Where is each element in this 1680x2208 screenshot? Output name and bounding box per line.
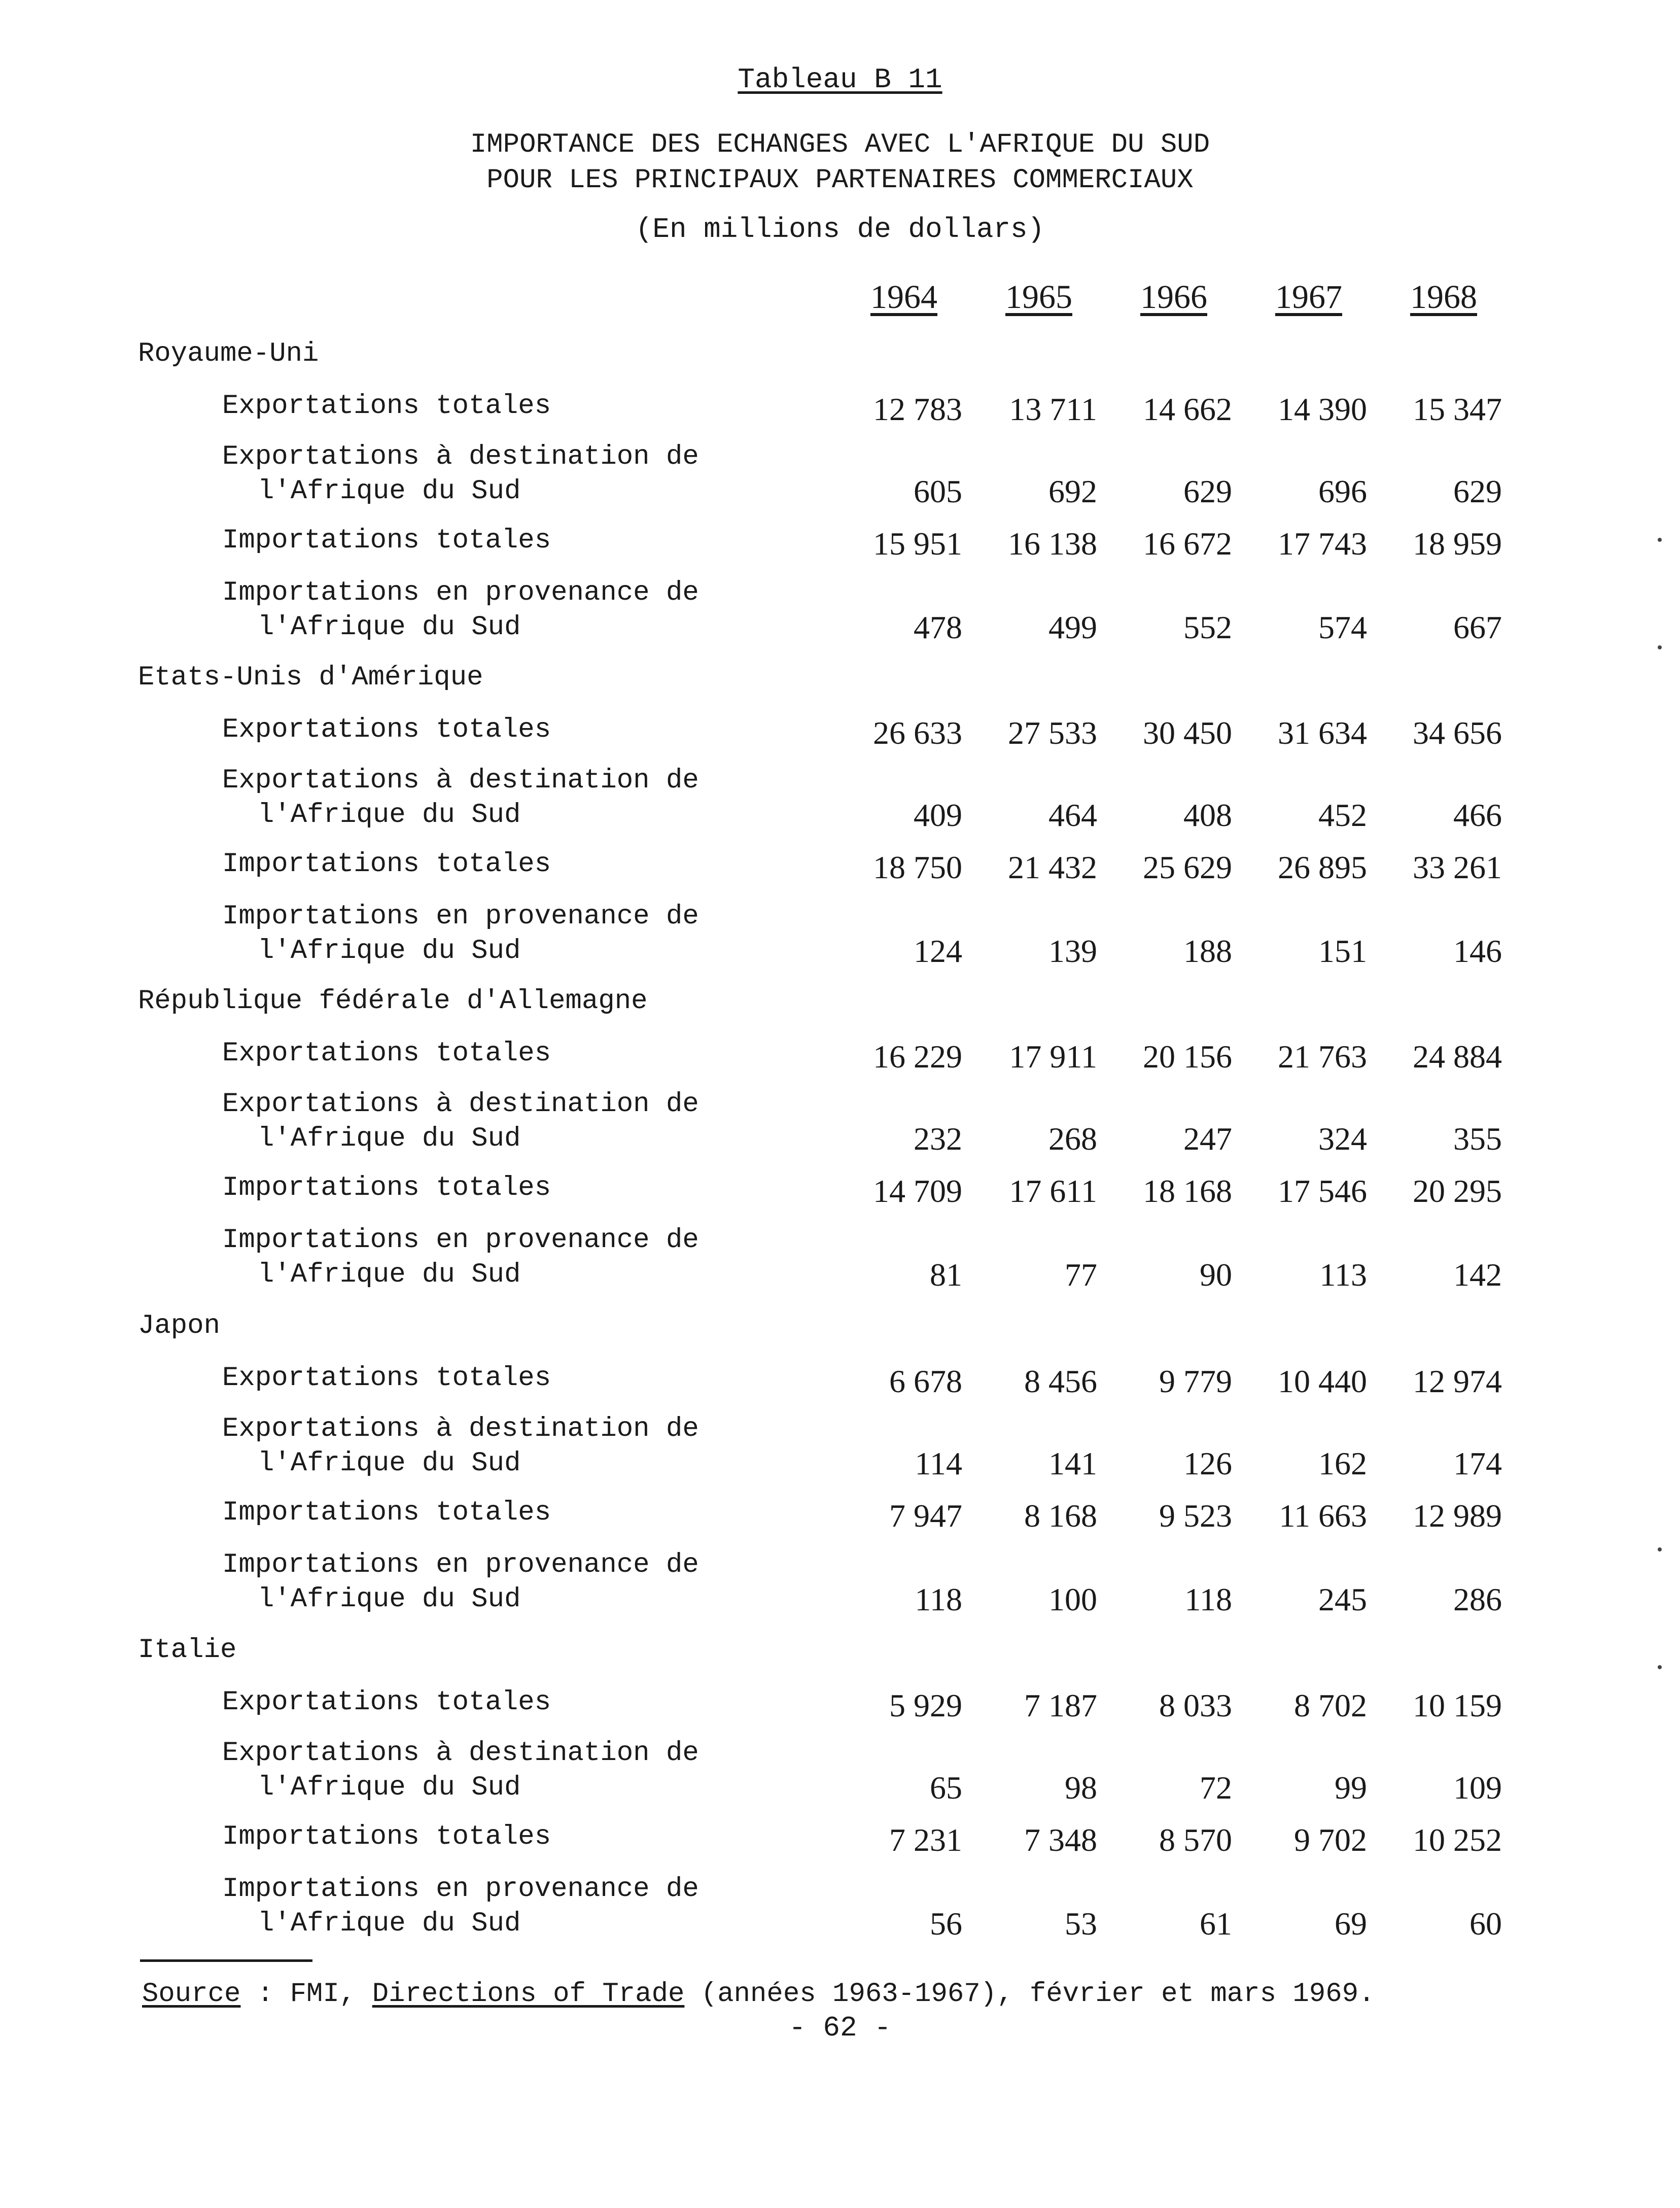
row-label bbox=[222, 900, 699, 969]
table-cell: 16 229 bbox=[873, 1039, 962, 1075]
row-label-line: Exportations à destination de bbox=[222, 1413, 699, 1444]
table-cell: 139 bbox=[1048, 933, 1097, 969]
table-cell: 18 168 bbox=[1143, 1173, 1232, 1209]
table-cell: 26 895 bbox=[1278, 849, 1367, 885]
table-cell: 188 bbox=[1183, 933, 1232, 969]
table-cell: 17 911 bbox=[1009, 1039, 1097, 1075]
table-cell: 9 779 bbox=[1159, 1363, 1232, 1399]
table-cell: 69 bbox=[1335, 1906, 1367, 1942]
table-cell: 31 634 bbox=[1278, 715, 1367, 751]
row-label bbox=[222, 1496, 551, 1530]
row-label bbox=[222, 1223, 699, 1292]
source-note bbox=[142, 1979, 1375, 2010]
table-cell: 452 bbox=[1318, 797, 1367, 833]
title-line-2: POUR LES PRINCIPAUX PARTENAIRES COMMERCIAUX bbox=[486, 165, 1194, 196]
table-cell: 324 bbox=[1318, 1121, 1367, 1157]
table-cell: 355 bbox=[1453, 1121, 1502, 1157]
row-label bbox=[222, 524, 551, 558]
table-cell: 466 bbox=[1453, 797, 1502, 833]
country-name: Etats-Unis d'Amérique bbox=[138, 662, 483, 693]
row-label bbox=[222, 1736, 699, 1805]
table-cell: 7 231 bbox=[889, 1822, 962, 1858]
table-cell: 478 bbox=[914, 609, 962, 645]
row-label bbox=[222, 440, 699, 509]
table-cell: 8 168 bbox=[1024, 1498, 1097, 1534]
table-cell: 124 bbox=[914, 933, 962, 969]
table-cell: 268 bbox=[1048, 1121, 1097, 1157]
row-label-line: l'Afrique du Sud bbox=[258, 1448, 521, 1479]
row-label bbox=[222, 389, 551, 424]
row-label bbox=[222, 1171, 551, 1205]
table-cell: 9 523 bbox=[1159, 1498, 1232, 1534]
table-cell: 33 261 bbox=[1413, 849, 1502, 885]
row-label-line: Exportations totales bbox=[222, 714, 551, 745]
year-header: 1964 bbox=[870, 279, 937, 316]
table-cell: 20 295 bbox=[1413, 1173, 1502, 1209]
table-cell: 60 bbox=[1469, 1906, 1502, 1942]
table-cell: 27 533 bbox=[1008, 715, 1097, 751]
row-label-line: l'Afrique du Sud bbox=[258, 612, 521, 643]
row-label-line: l'Afrique du Sud bbox=[258, 1123, 521, 1154]
table-cell: 286 bbox=[1453, 1581, 1502, 1617]
table-cell: 90 bbox=[1200, 1257, 1232, 1293]
table-cell: 21 763 bbox=[1278, 1039, 1367, 1075]
title-line-1: IMPORTANCE DES ECHANGES AVEC L'AFRIQUE DU SUD bbox=[470, 129, 1210, 160]
source-label: Source bbox=[142, 1979, 241, 2010]
source-separator: : FMI, bbox=[240, 1979, 372, 2010]
table-cell: 17 611 bbox=[1009, 1173, 1097, 1209]
row-label-line: Importations en provenance de bbox=[222, 1225, 699, 1256]
row-label-line: l'Afrique du Sud bbox=[258, 476, 521, 507]
row-label-line: Importations en provenance de bbox=[222, 577, 699, 608]
scan-speck bbox=[1658, 1547, 1662, 1551]
table-cell: 16 672 bbox=[1143, 526, 1232, 562]
row-label bbox=[222, 1361, 551, 1396]
table-cell: 10 159 bbox=[1413, 1687, 1502, 1723]
source-details: (années 1963-1967), février et mars 1969. bbox=[684, 1979, 1375, 2010]
row-label-line: l'Afrique du Sud bbox=[258, 1259, 521, 1290]
table-cell: 113 bbox=[1319, 1257, 1367, 1293]
scan-speck bbox=[1658, 645, 1662, 649]
row-label-line: l'Afrique du Sud bbox=[258, 1584, 521, 1615]
table-cell: 141 bbox=[1048, 1445, 1097, 1481]
table-cell: 10 252 bbox=[1413, 1822, 1502, 1858]
year-header: 1965 bbox=[1005, 279, 1072, 316]
table-cell: 109 bbox=[1453, 1770, 1502, 1806]
table-cell: 18 959 bbox=[1413, 526, 1502, 562]
year-header: 1966 bbox=[1140, 279, 1207, 316]
table-cell: 162 bbox=[1318, 1445, 1367, 1481]
row-label-line: Importations en provenance de bbox=[222, 1874, 699, 1905]
table-cell: 7 187 bbox=[1024, 1687, 1097, 1723]
unit-subtitle: (En millions de dollars) bbox=[635, 213, 1045, 246]
table-cell: 696 bbox=[1318, 473, 1367, 509]
row-label-line: Importations totales bbox=[222, 1821, 551, 1852]
source-title: Directions of Trade bbox=[372, 1979, 685, 2010]
country-name: Japon bbox=[138, 1310, 221, 1341]
row-label-line: Exportations à destination de bbox=[222, 1738, 699, 1769]
table-cell: 142 bbox=[1453, 1257, 1502, 1293]
table-cell: 12 974 bbox=[1413, 1363, 1502, 1399]
row-label-line: Exportations totales bbox=[222, 1363, 551, 1394]
table-cell: 605 bbox=[914, 473, 962, 509]
table-cell: 118 bbox=[1184, 1581, 1232, 1617]
table-cell: 14 390 bbox=[1278, 391, 1367, 427]
table-cell: 8 702 bbox=[1294, 1687, 1367, 1723]
table-cell: 629 bbox=[1453, 473, 1502, 509]
table-cell: 14 662 bbox=[1143, 391, 1232, 427]
row-label bbox=[222, 1037, 551, 1071]
table-cell: 151 bbox=[1318, 933, 1367, 969]
table-cell: 11 663 bbox=[1279, 1498, 1367, 1534]
table-cell: 499 bbox=[1048, 609, 1097, 645]
row-label-line: l'Afrique du Sud bbox=[258, 800, 521, 831]
country-name: Italie bbox=[138, 1635, 237, 1666]
table-cell: 13 711 bbox=[1009, 391, 1097, 427]
table-cell: 232 bbox=[914, 1121, 962, 1157]
table-cell: 30 450 bbox=[1143, 715, 1232, 751]
table-cell: 61 bbox=[1200, 1906, 1232, 1942]
row-label-line: l'Afrique du Sud bbox=[258, 1772, 521, 1803]
table-cell: 17 546 bbox=[1278, 1173, 1367, 1209]
table-cell: 56 bbox=[930, 1906, 962, 1942]
table-cell: 692 bbox=[1048, 473, 1097, 509]
table-cell: 16 138 bbox=[1008, 526, 1097, 562]
row-label bbox=[222, 1412, 699, 1481]
table-cell: 72 bbox=[1200, 1770, 1232, 1806]
table-cell: 247 bbox=[1183, 1121, 1232, 1157]
table-cell: 21 432 bbox=[1008, 849, 1097, 885]
table-cell: 114 bbox=[915, 1445, 962, 1481]
table-cell: 9 702 bbox=[1294, 1822, 1367, 1858]
row-label-line: Exportations totales bbox=[222, 1687, 551, 1718]
table-cell: 12 783 bbox=[873, 391, 962, 427]
row-label-line: Importations totales bbox=[222, 1497, 551, 1528]
table-cell: 14 709 bbox=[873, 1173, 962, 1209]
table-cell: 667 bbox=[1453, 609, 1502, 645]
table-cell: 118 bbox=[915, 1581, 962, 1617]
table-cell: 8 033 bbox=[1159, 1687, 1232, 1723]
row-label bbox=[222, 764, 699, 833]
table-cell: 24 884 bbox=[1413, 1039, 1502, 1075]
table-cell: 6 678 bbox=[889, 1363, 962, 1399]
table-cell: 53 bbox=[1065, 1906, 1097, 1942]
table-cell: 17 743 bbox=[1278, 526, 1367, 562]
row-label-line: Exportations à destination de bbox=[222, 441, 699, 472]
table-label: Tableau B 11 bbox=[738, 63, 942, 96]
row-label-line: Importations totales bbox=[222, 849, 551, 880]
year-header: 1968 bbox=[1410, 279, 1477, 316]
table-cell: 245 bbox=[1318, 1581, 1367, 1617]
row-label-line: Exportations à destination de bbox=[222, 765, 699, 796]
table-cell: 574 bbox=[1318, 609, 1367, 645]
table-cell: 15 951 bbox=[873, 526, 962, 562]
table-cell: 15 347 bbox=[1413, 391, 1502, 427]
row-label-line: l'Afrique du Sud bbox=[258, 936, 521, 967]
row-label-line: Importations en provenance de bbox=[222, 1549, 699, 1580]
year-header: 1967 bbox=[1275, 279, 1342, 316]
row-label bbox=[222, 576, 699, 645]
table-cell: 34 656 bbox=[1413, 715, 1502, 751]
table-cell: 629 bbox=[1183, 473, 1232, 509]
country-name: Royaume-Uni bbox=[138, 338, 319, 369]
table-cell: 25 629 bbox=[1143, 849, 1232, 885]
row-label bbox=[222, 713, 551, 747]
page-number: - 62 - bbox=[789, 2012, 891, 2044]
table-cell: 81 bbox=[930, 1257, 962, 1293]
row-label-line: Importations en provenance de bbox=[222, 901, 699, 932]
table-cell: 552 bbox=[1183, 609, 1232, 645]
table-cell: 409 bbox=[914, 797, 962, 833]
row-label-line: Importations totales bbox=[222, 1172, 551, 1203]
row-label-line: Exportations totales bbox=[222, 1038, 551, 1069]
table-cell: 18 750 bbox=[873, 849, 962, 885]
table-cell: 174 bbox=[1453, 1445, 1502, 1481]
scan-speck bbox=[1658, 538, 1662, 542]
row-label bbox=[222, 1548, 699, 1617]
table-cell: 7 947 bbox=[889, 1498, 962, 1534]
table-cell: 146 bbox=[1453, 933, 1502, 969]
table-cell: 126 bbox=[1183, 1445, 1232, 1481]
table-cell: 8 456 bbox=[1024, 1363, 1097, 1399]
table-cell: 100 bbox=[1048, 1581, 1097, 1617]
table-cell: 5 929 bbox=[889, 1687, 962, 1723]
footnote-rule bbox=[140, 1959, 312, 1962]
table-cell: 77 bbox=[1065, 1257, 1097, 1293]
table-cell: 98 bbox=[1065, 1770, 1097, 1806]
row-label-line: Exportations à destination de bbox=[222, 1089, 699, 1120]
row-label bbox=[222, 1685, 551, 1720]
table-cell: 12 989 bbox=[1413, 1498, 1502, 1534]
row-label bbox=[222, 1820, 551, 1854]
scan-speck bbox=[1658, 1665, 1662, 1669]
table-cell: 7 348 bbox=[1024, 1822, 1097, 1858]
table-cell: 20 156 bbox=[1143, 1039, 1232, 1075]
row-label-line: l'Afrique du Sud bbox=[258, 1908, 521, 1939]
table-cell: 408 bbox=[1183, 797, 1232, 833]
country-name: République fédérale d'Allemagne bbox=[138, 986, 648, 1017]
row-label-line: Importations totales bbox=[222, 525, 551, 556]
row-label bbox=[222, 847, 551, 882]
row-label bbox=[222, 1872, 699, 1941]
table-cell: 99 bbox=[1335, 1770, 1367, 1806]
row-label bbox=[222, 1087, 699, 1156]
table-cell: 8 570 bbox=[1159, 1822, 1232, 1858]
table-cell: 464 bbox=[1048, 797, 1097, 833]
table-cell: 10 440 bbox=[1278, 1363, 1367, 1399]
table-cell: 26 633 bbox=[873, 715, 962, 751]
table-cell: 65 bbox=[930, 1770, 962, 1806]
row-label-line: Exportations totales bbox=[222, 391, 551, 422]
